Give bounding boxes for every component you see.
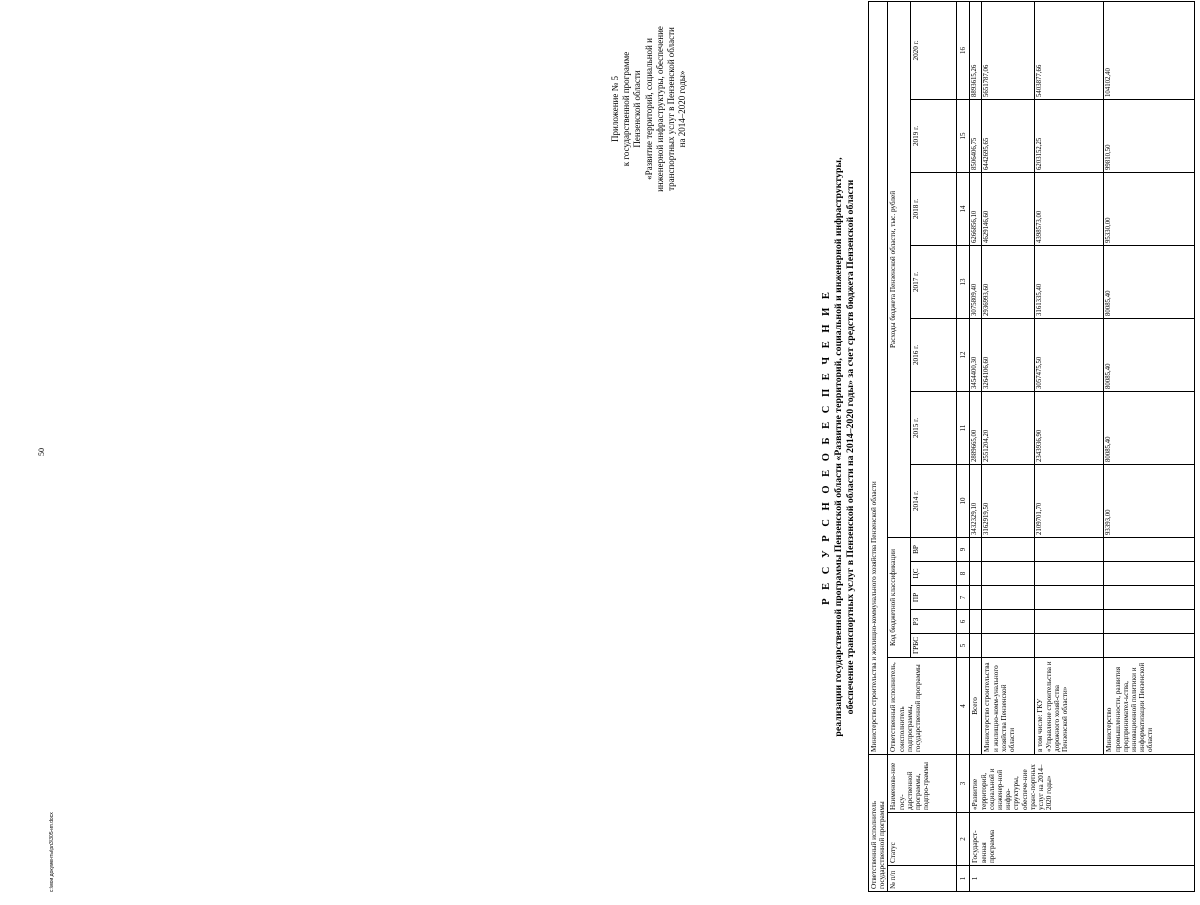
code-cell [970, 633, 982, 657]
value-cell: 6266856,10 [970, 172, 982, 245]
column-index: 14 [957, 172, 970, 245]
value-cell: 80085,40 [1104, 318, 1195, 391]
column-index: 2 [957, 813, 970, 866]
value-cell: 80085,40 [1104, 245, 1195, 318]
header-row [888, 1, 911, 891]
col-header-responsible: Ответственный исполнитель, соисполнитель подпрограммы, государственной программы [888, 657, 957, 754]
code-cell [1104, 609, 1195, 633]
page-number: 50 [37, 448, 46, 456]
col-header-year-2016: 2016 г. [911, 318, 957, 391]
row-responsible: в том числе: ГКУ «Управление строительства и дорожного хозяй-ства Пензенской области» [1035, 657, 1104, 754]
col-header-pr: ПР [911, 585, 957, 609]
code-cell [970, 537, 982, 561]
value-cell: 95330,00 [1104, 172, 1195, 245]
col-header-expenses: Расходы бюджета Пензенской области, тыс. рублей [888, 1, 911, 537]
value-cell: 2889665,00 [970, 391, 982, 464]
code-cell [970, 561, 982, 585]
code-cell [1104, 537, 1195, 561]
column-index: 13 [957, 245, 970, 318]
value-cell: 3264106,60 [982, 318, 1035, 391]
column-index: 15 [957, 99, 970, 172]
value-cell: 2551204,20 [982, 391, 1035, 464]
code-cell [1104, 585, 1195, 609]
code-cell [982, 537, 1035, 561]
code-cell [970, 609, 982, 633]
value-cell: 3057475,50 [1035, 318, 1104, 391]
row-num: 1 [970, 866, 1195, 892]
title-line: обеспечение транспортных услуг в Пензенской области на 2014–2020 годы» за счет средств бюджета Пензенской области [845, 179, 856, 715]
appendix-line: транспортных услуг в Пензенской области [666, 27, 677, 191]
column-index: 7 [957, 585, 970, 609]
row-program-name: «Развитие территорий, социальной и инженер-ной инфра-структуры, обеспече-ние транс-портных услуг на 2014–2020 годы» [970, 754, 1195, 812]
column-index: 9 [957, 537, 970, 561]
col-header-budget-code: Код бюджетной классификации [888, 537, 911, 657]
col-header-year-2017: 2017 г. [911, 245, 957, 318]
value-cell: 8893615,26 [970, 1, 982, 99]
col-header-vr: ВР [911, 537, 957, 561]
appendix-caption [610, 2, 688, 216]
column-index: 4 [957, 657, 970, 754]
title-line: реализации государственной программы Пензенской области «Развитие территорий, социальной и инженерной инфраструктуры, [833, 157, 844, 737]
column-index: 8 [957, 561, 970, 585]
appendix-line: к государственной программе [621, 51, 632, 167]
title-heading: Р Е С У Р С Н О Е О Б Е С П Е Ч Е Н И Е [821, 289, 832, 605]
column-index: 10 [957, 464, 970, 537]
value-cell: 99810,50 [1104, 99, 1195, 172]
column-index: 5 [957, 633, 970, 657]
value-cell: 8506406,75 [970, 99, 982, 172]
footer-file-path: с:\мои документы\рлЗ\305-ип.docx [49, 812, 55, 892]
value-cell: 4398573,00 [1035, 172, 1104, 245]
value-cell: 80085,40 [1104, 391, 1195, 464]
col-header-year-2019: 2019 г. [911, 99, 957, 172]
column-index: 12 [957, 318, 970, 391]
document-title [820, 32, 857, 862]
value-cell: 4629146,60 [982, 172, 1035, 245]
col-header-rz: РЗ [911, 609, 957, 633]
executor-row [869, 1, 888, 891]
col-header-year-2015: 2015 г. [911, 391, 957, 464]
appendix-line: на 2014–2020 годы» [677, 70, 688, 148]
value-cell: 6442695,65 [982, 99, 1035, 172]
value-cell: 3161335,40 [1035, 245, 1104, 318]
col-header-year-2014: 2014 г. [911, 464, 957, 537]
appendix-line: «Развитие территорий, социальной и [643, 38, 654, 180]
code-cell [982, 585, 1035, 609]
col-header-grbs: ГРБС [911, 633, 957, 657]
value-cell: 93393,00 [1104, 464, 1195, 537]
column-index: 6 [957, 609, 970, 633]
col-header-status: Статус [888, 813, 957, 866]
value-cell: 5403877,66 [1035, 1, 1104, 99]
code-cell [982, 633, 1035, 657]
executor-value: Министерство строительства и жилищно-коммунального хозяйства Пензенской области [869, 1, 888, 754]
code-cell [1104, 561, 1195, 585]
row-responsible: Министерство строительства и жилищно-комм-унального хозяйства Пензенской области [982, 657, 1035, 754]
row-responsible: Всего [970, 657, 982, 754]
column-index: 11 [957, 391, 970, 464]
rotated-page-content [610, 2, 1200, 892]
appendix-line: Приложение № 5 [610, 76, 620, 142]
row-responsible: Министерство промышленности, развития предпринимател-ьства, инновационной политики и информатизации Пензенской области [1104, 657, 1195, 754]
row-status: Государст-венная программа [970, 813, 1195, 866]
value-cell: 3075809,40 [970, 245, 982, 318]
column-index: 3 [957, 754, 970, 812]
column-index: 1 [957, 866, 970, 892]
code-cell [970, 585, 982, 609]
code-cell [1035, 609, 1104, 633]
value-cell: 6203152,25 [1035, 99, 1104, 172]
column-index-row [957, 1, 970, 891]
col-header-num: № п/п [888, 866, 957, 892]
code-cell [1035, 537, 1104, 561]
col-header-year-2020: 2020 г. [911, 1, 957, 99]
value-cell: 5651787,06 [982, 1, 1035, 99]
value-cell: 3432329,10 [970, 464, 982, 537]
value-cell: 2343936,90 [1035, 391, 1104, 464]
code-cell [1035, 633, 1104, 657]
value-cell: 2936993,60 [982, 245, 1035, 318]
table-row-total [970, 1, 982, 891]
column-index: 16 [957, 1, 970, 99]
value-cell: 3162919,50 [982, 464, 1035, 537]
col-header-cs: ЦС [911, 561, 957, 585]
resource-table-wrapper [868, 2, 1195, 892]
code-cell [982, 561, 1035, 585]
col-header-year-2018: 2018 г. [911, 172, 957, 245]
resource-table [868, 1, 1195, 892]
code-cell [982, 609, 1035, 633]
col-header-name: Наименова-ние госу-дарственной программы, подпро-граммы [888, 754, 957, 812]
appendix-line: инженерной инфраструктуры, обеспечение [654, 26, 665, 192]
value-cell: 104102,40 [1104, 1, 1195, 99]
code-cell [1104, 633, 1195, 657]
executor-label: Ответственный исполнитель государственной программы [869, 754, 888, 891]
value-cell: 2109701,70 [1035, 464, 1104, 537]
code-cell [1035, 585, 1104, 609]
code-cell [1035, 561, 1104, 585]
value-cell: 3454400,30 [970, 318, 982, 391]
appendix-line: Пензенской области [632, 70, 643, 148]
